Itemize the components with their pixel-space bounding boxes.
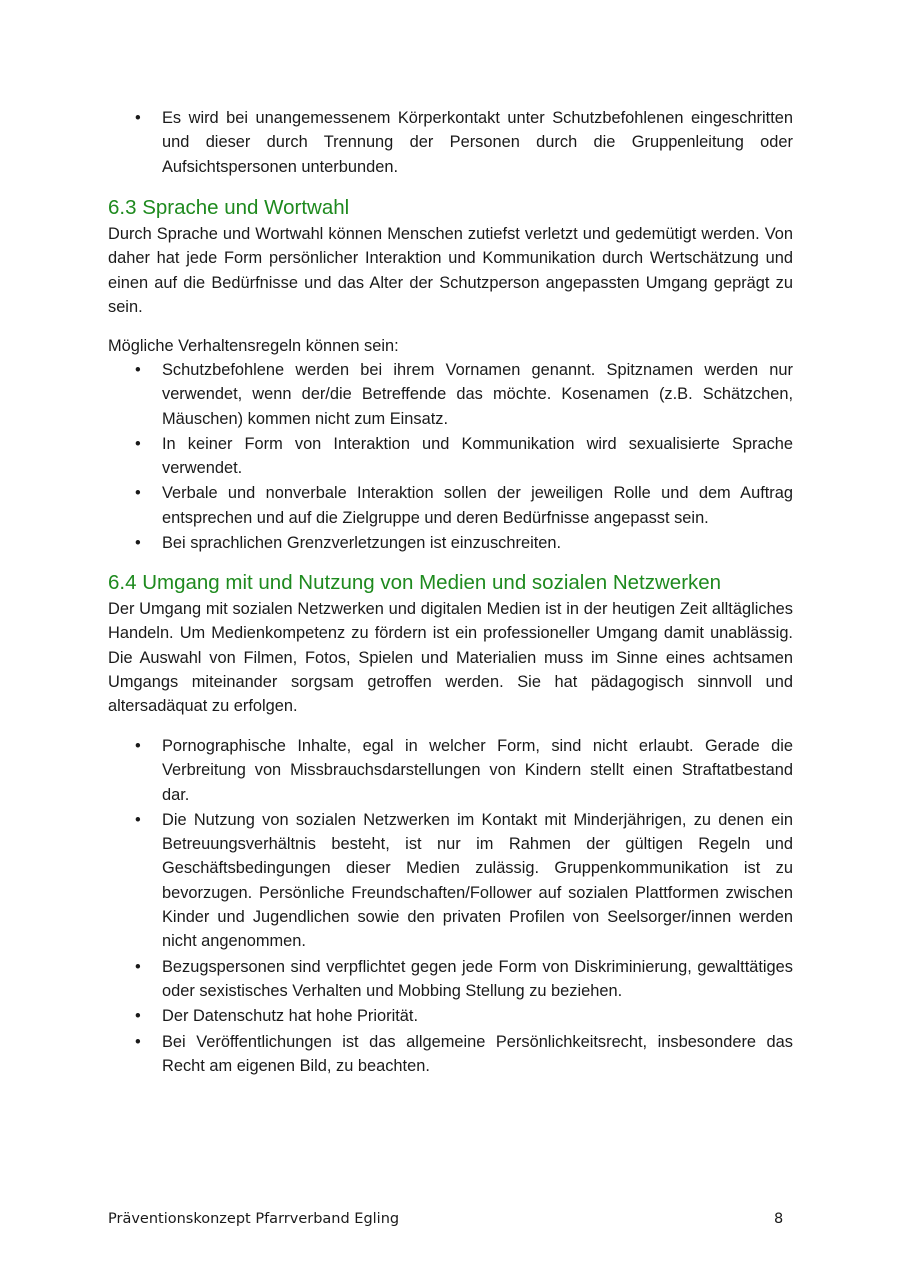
list-item [108, 358, 793, 431]
list-item [108, 106, 793, 179]
bullet-icon: • [135, 957, 141, 976]
list-item-text: In keiner Form von Interaktion und Kommunikation wird sexualisierte Sprache verwendet. [162, 434, 793, 478]
list-item [108, 734, 793, 807]
page-number: 8 [774, 1211, 784, 1227]
list-item-text: Bei Veröffentlichungen ist das allgemeine Persönlichkeitsrecht, insbesondere das Recht am eigenen Bild, zu beachten. [162, 1032, 793, 1075]
section-6-4-bullet-list [108, 734, 793, 1079]
bullet-icon: • [135, 534, 141, 553]
list-item-text: Verbale und nonverbale Interaktion sollen der jeweiligen Rolle und dem Auftrag entsprechen und auf die Zielgruppe und deren Bedürfnisse angepasst sein. [162, 484, 793, 527]
footer-title: Präventionskonzept Pfarrverband Egling [108, 1211, 400, 1227]
bullet-icon: • [135, 810, 141, 829]
list-item [108, 481, 793, 530]
list-item-text: Die Nutzung von sozialen Netzwerken im Kontakt mit Minderjährigen, zu denen ein Betreuungsverhältnis besteht, ist nur im Rahmen der gültigen Regeln und Geschäftsbedingungen dieser Medien zulässig. Gruppenkommunikation ist zu bevorzugen. Persönliche Freundschaften/Follower auf sozialen Plattformen zwischen Kinder und Jugendlichen sowie den privaten Profilen von Seelsorger/innen werden nicht angenommen. [162, 810, 793, 951]
bullet-icon: • [135, 484, 141, 503]
bullet-icon: • [135, 434, 141, 453]
bullet-icon: • [135, 361, 141, 379]
list-item [108, 955, 793, 1004]
bullet-icon: • [135, 1032, 141, 1051]
list-item-text: Schutzbefohlene werden bei ihrem Vornamen genannt. Spitznamen werden nur verwendet, wenn der/die Betreffende das möchte. Kosenamen (z.B. Schätzchen, Mäuschen) kommen nicht zum Einsatz. [162, 361, 793, 428]
list-item [108, 1004, 793, 1028]
list-item [108, 531, 793, 555]
list-item-text: Der Datenschutz hat hohe Priorität. [162, 1007, 419, 1026]
section-heading-6-3: 6.3 Sprache und Wortwahl [108, 196, 350, 219]
list-item [108, 1030, 793, 1079]
section-6-3-bullet-list [108, 358, 793, 556]
bullet-icon: • [135, 737, 141, 755]
list-item-text: Es wird bei unangemessenem Körperkontakt unter Schutzbefohlenen eingeschritten und dieser durch Trennung der Personen durch die Gruppenleitung oder Aufsichtspersonen unterbunden. [162, 109, 793, 176]
section-heading-6-4: 6.4 Umgang mit und Nutzung von Medien und sozialen Netzwerken [108, 571, 722, 594]
rules-intro: Mögliche Verhaltensregeln können sein: [108, 337, 399, 355]
list-item-text: Bezugspersonen sind verpflichtet gegen jede Form von Diskriminierung, gewalttätiges oder sexistisches Verhalten und Mobbing Stellung zu beziehen. [162, 957, 793, 1000]
section-6-3-paragraph: Durch Sprache und Wortwahl können Menschen zutiefst verletzt und gedemütigt werden. Von daher hat jede Form persönlicher Interaktion und Kommunikation durch Wertschätzung und einen auf die Bedürfnisse und das Alter der Schutzperson angepassten Umgang geprägt zu sein. [108, 225, 793, 316]
bullet-icon: • [135, 109, 141, 127]
section-6-4-paragraph: Der Umgang mit sozialen Netzwerken und digitalen Medien ist in der heutigen Zeit alltägliches Handeln. Um Medienkompetenz zu fördern ist ein professioneller Umgang damit unablässig. Die Auswahl von Filmen, Fotos, Spielen und Materialien muss im Sinne eines achtsamen Umgangs miteinander sorgsam getroffen werden. Sie hat pädagogisch sinnvoll und altersadäquat zu erfolgen. [108, 600, 793, 716]
list-item-text: Bei sprachlichen Grenzverletzungen ist einzuschreiten. [162, 534, 562, 553]
list-item [108, 432, 793, 481]
top-bullet-list [108, 106, 793, 180]
list-item-text: Pornographische Inhalte, egal in welcher Form, sind nicht erlaubt. Gerade die Verbreitung von Missbrauchsdarstellungen von Kindern stellt einen Straftatbestand dar. [162, 737, 793, 804]
bullet-icon: • [135, 1007, 141, 1026]
list-item [108, 808, 793, 954]
